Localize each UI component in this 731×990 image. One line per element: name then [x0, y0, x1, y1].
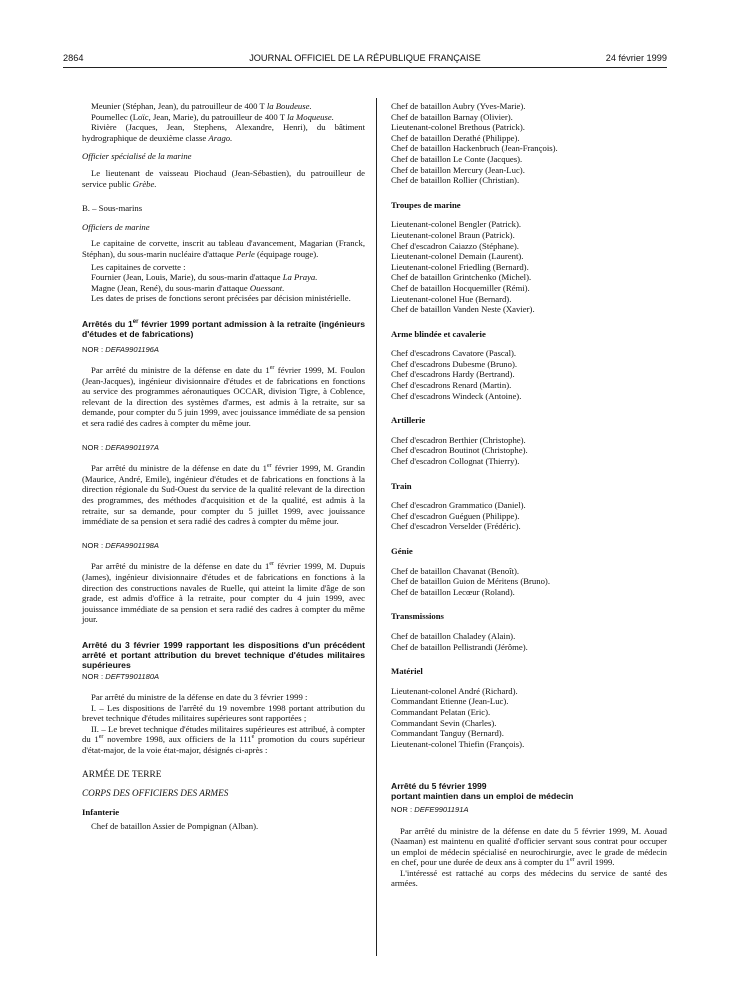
list-item: Chef de bataillon Le Conte (Jacques).	[391, 153, 523, 164]
paragraph: II. – Le brevet technique d'études militaires supérieures est attribué, à compter du 1er novembre 1998, aux officiers de la 111e promotion du cours supérieur d'état-major, de la voie état-major, désignés ci-après :	[82, 723, 366, 755]
paragraph: Fournier (Jean, Louis, Marie), du sous-marin d'attaque La Praya.	[91, 272, 318, 283]
paragraph: Meunier (Stéphan, Jean), du patrouilleur de 400 T la Boudeuse.	[91, 101, 312, 111]
list-item: Chef de bataillon Guion de Méritens (Bruno).	[391, 576, 550, 587]
list-item: Chef d'escadrons Dubesme (Bruno).	[391, 358, 518, 369]
page-header	[63, 53, 667, 67]
section-heading: Arme blindée et cavalerie	[391, 328, 486, 339]
list-item: Chef d'escadrons Windeck (Antoine).	[391, 390, 522, 401]
section-heading: ARMÉE DE TERRE	[82, 769, 162, 780]
list-item: Commandant Sevin (Charles).	[391, 717, 497, 728]
list-item: Chef de bataillon Rollier (Christian).	[391, 175, 520, 186]
nor-reference: NOR : DEFT9901180A	[82, 672, 160, 682]
section-heading: Officier spécialisé de la marine	[82, 151, 192, 162]
paragraph: Le capitaine de corvette, inscrit au tableau d'avancement, Magarian (Franck, Stéphan), du sous-marin nucléaire d'attaque Perle (équipage rouge).	[82, 238, 365, 259]
section-heading: Génie	[391, 546, 413, 556]
paragraph: Par arrêté du ministre de la défense en date du 1er février 1999, M. Foulon (Jean-Jacques), ingénieur divisionnaire d'études et de fabrications en fonctions au service des programmes aéronautiques OCCAR, division Tigre, à Coblence, relevant de la direction des systèmes d'armes, est admis à la retraite, sur sa demande, pour compter du 5 juin 1999, avec jouissance immédiate de sa pension et sera radié des cadres à compter du même jour.	[82, 365, 365, 429]
list-item: Chef d'escadrons Renard (Martin).	[391, 380, 512, 391]
artillery-list	[391, 435, 667, 467]
section-heading: Troupes de marine	[391, 199, 461, 210]
list-item: Chef d'escadron Boutinot (Christophe).	[391, 445, 528, 456]
journal-title: JOURNAL OFFICIEL DE LA RÉPUBLIQUE FRANÇAISE	[249, 53, 481, 63]
list-item: Chef d'escadron Berthier (Christophe).	[391, 434, 526, 445]
paragraph: Magne (Jean, René), du sous-marin d'attaque Ouessant.	[91, 282, 285, 293]
nor-reference: NOR : DEFE9901191A	[391, 804, 469, 814]
decree-title: Arrêté du 5 février 1999 portant maintien dans un emploi de médecin	[391, 781, 574, 802]
list-item: Chef de bataillon Hackenbruch (Jean-François).	[391, 143, 558, 154]
list-item: Chef d'escadrons Cavatore (Pascal).	[391, 348, 517, 359]
list-item: Chef d'escadron Verselder (Frédéric).	[391, 521, 521, 532]
list-item: Chef d'escadron Caiazzo (Stéphane).	[391, 240, 519, 251]
engineers-list	[391, 566, 667, 598]
signals-list	[391, 631, 667, 652]
paragraph: Par arrêté du ministre de la défense en date du 3 février 1999 :	[91, 691, 308, 702]
materiel-list	[391, 686, 667, 750]
infantry-list	[391, 101, 667, 186]
list-item: Chef de bataillon Lecœur (Roland).	[391, 586, 515, 597]
paragraph: Les dates de prises de fonctions seront précisées par décision ministérielle.	[91, 293, 351, 304]
section-heading: CORPS DES OFFICIERS DES ARMES	[82, 788, 229, 799]
decree-title: Arrêté du 3 février 1999 rapportant les dispositions d'un précédent arrêté et portant attribution du brevet technique d'études militaires supérieures	[82, 639, 365, 670]
decree-title: Arrêtés du 1er février 1999 portant admission à la retraite (ingénieurs d'études et de fabrications)	[82, 318, 366, 339]
list-item: Chef de bataillon Pellistrandi (Jérôme).	[391, 641, 528, 652]
list-item: Chef d'escadron Guéguen (Philippe).	[391, 510, 520, 521]
list-item: Chef d'escadrons Hardy (Bertrand).	[391, 369, 515, 380]
section-heading: Transmissions	[391, 611, 444, 622]
list-item: Lieutenant-colonel Brethous (Patrick).	[391, 122, 525, 133]
list-item: Chef de bataillon Vanden Neste (Xavier).	[391, 304, 535, 315]
list-item: Commandant Etienne (Jean-Luc).	[391, 696, 509, 707]
list-item: Chef de bataillon Hocquemiller (Rémi).	[391, 282, 530, 293]
list-item: Commandant Pelatan (Eric).	[391, 706, 491, 717]
column-divider	[376, 98, 377, 956]
left-column	[82, 101, 365, 832]
train-list	[391, 500, 667, 532]
list-item: Chef de bataillon Barnay (Olivier).	[391, 111, 513, 122]
list-item: Lieutenant-colonel Bengler (Patrick).	[391, 219, 522, 230]
paragraph: Rivière (Jacques, Jean, Stephens, Alexandre, Henri), du bâtiment hydrographique de deuxième classe Arago.	[82, 122, 365, 143]
paragraph: Par arrêté du ministre de la défense en date du 1er février 1999, M. Grandin (Maurice, André, Emile), ingénieur d'études et de fabrications en fonctions à la direction régionale du Sud-Ouest du service de la qualité relevant de la direction des programmes, des méthodes d'acquisition et de la qualité, est admis à la retraite, sur sa demande, pour compter du 5 juillet 1999, avec jouissance immédiate de sa pension et sera radié des cadres à compter du même jour.	[82, 463, 365, 527]
page-number: 2864	[63, 53, 84, 63]
issue-date: 24 février 1999	[605, 53, 667, 63]
paragraph: Par arrêté du ministre de la défense en date du 5 février 1999, M. Aouad (Naaman) est maintenu en qualité d'officier servant sous contrat pour occuper un emploi de médecin spécialisé en neurochirurgie, avec le grade de médecin en chef, pour une durée de deux ans à compter du 1er avril 1999.	[391, 825, 667, 868]
list-item: Lieutenant-colonel André (Richard).	[391, 685, 518, 696]
paragraph: Les capitaines de corvette :	[91, 261, 186, 272]
section-heading: Officiers de marine	[82, 221, 150, 232]
list-item: Commandant Tanguy (Bernard).	[391, 728, 504, 739]
list-item: Chef d'escadron Collognat (Thierry).	[391, 456, 520, 467]
list-item: Chef de bataillon Aubry (Yves-Marie).	[391, 101, 526, 111]
list-item: Lieutenant-colonel Friedling (Bernard).	[391, 261, 529, 272]
list-item: Chef de bataillon Chavanat (Benoît).	[391, 565, 520, 576]
marine-list	[391, 219, 667, 314]
paragraph: L'intéressé est rattaché au corps des médecins du service de santé des armées.	[391, 867, 667, 889]
section-heading: Matériel	[391, 666, 423, 677]
nor-reference: NOR : DEFA9901198A	[82, 540, 159, 550]
paragraph: Poumellec (Loïc, Jean, Marie), du patrouilleur de 400 T la Moqueuse.	[91, 111, 334, 122]
section-heading: Infanterie	[82, 806, 120, 817]
header-rule	[63, 67, 667, 68]
paragraph: Le lieutenant de vaisseau Piochaud (Jean-Sébastien), du patrouilleur de service public Grèbe.	[82, 167, 365, 189]
cavalry-list	[391, 348, 667, 401]
list-item: Chef d'escadron Grammatico (Daniel).	[391, 500, 526, 511]
right-column	[391, 101, 667, 889]
list-item: Chef de bataillon Grintchenko (Michel).	[391, 272, 532, 283]
paragraph: Par arrêté du ministre de la défense en date du 1er février 1999, M. Dupuis (James), ingénieur divisionnaire d'études et de fabrications en fonctions à la direction des constructions navales de Ruelle, qui atteint la limite d'âge de son grade, est admis d'office à la retraite, pour compter du 4 juin 1999, avec jouissance immédiate de sa pension et sera radié des cadres à compter du même jour.	[82, 561, 365, 625]
section-heading: B. – Sous-marins	[82, 203, 143, 214]
list-item: Chef de bataillon Derathé (Philippe).	[391, 132, 520, 143]
paragraph: I. – Les dispositions de l'arrêté du 19 novembre 1998 portant attribution du brevet technique d'études militaires supérieures sont rapportées ;	[82, 702, 365, 724]
list-item: Chef de bataillon Mercury (Jean-Luc).	[391, 164, 525, 175]
nor-reference: NOR : DEFA9901197A	[82, 442, 159, 452]
list-item: Chef de bataillon Chaladey (Alain).	[391, 630, 516, 641]
nor-reference: NOR : DEFA9901196A	[82, 344, 159, 354]
list-item: Lieutenant-colonel Hue (Bernard).	[391, 293, 512, 304]
section-heading: Artillerie	[391, 415, 426, 426]
list-item: Chef de bataillon Assier de Pompignan (Alban).	[91, 821, 259, 832]
list-item: Lieutenant-colonel Braun (Patrick).	[391, 229, 515, 240]
list-item: Lieutenant-colonel Thiefin (François).	[391, 738, 525, 749]
list-item: Lieutenant-colonel Demain (Laurent).	[391, 251, 524, 262]
section-heading: Train	[391, 480, 412, 491]
